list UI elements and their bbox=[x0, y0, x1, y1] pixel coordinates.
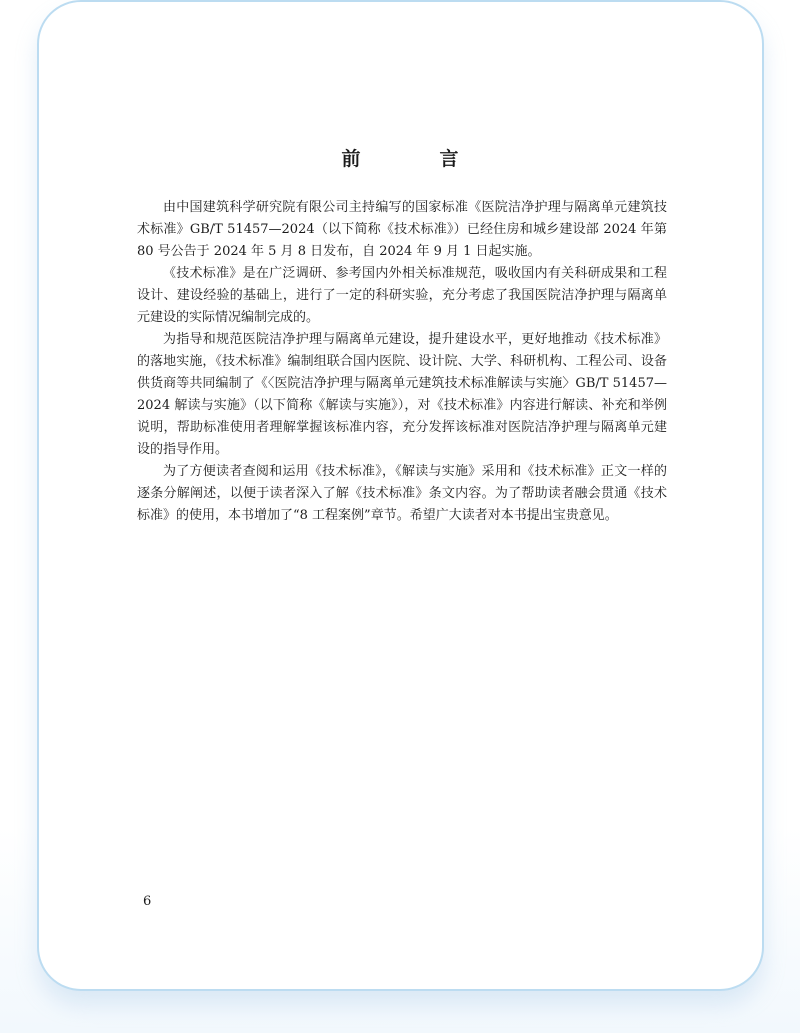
paragraph-4: 为了方便读者查阅和运用《技术标准》，《解读与实施》采用和《技术标准》正文一样的逐条分解阐述，以便于读者深入了解《技术标准》条文内容。为了帮助读者融会贯通《技术标准》的使用，本书增加了“8 工程案例”章节。希望广大读者对本书提出宝贵意见。 bbox=[137, 464, 667, 523]
page-title: 前 言 bbox=[341, 148, 489, 170]
paragraph-1: 由中国建筑科学研究院有限公司主持编写的国家标准《医院洁净护理与隔离单元建筑技术标准》GB/T 51457—2024（以下简称《技术标准》）已经住房和城乡建设部 2024 年第 80 号公告于 2024 年 5 月 8 日发布，自 2024 年 9 月 1 日起实施。 bbox=[137, 200, 667, 259]
preface-body bbox=[137, 197, 667, 527]
paragraph-3: 为指导和规范医院洁净护理与隔离单元建设，提升建设水平，更好地推动《技术标准》的落地实施，《技术标准》编制组联合国内医院、设计院、大学、科研机构、工程公司、设备供货商等共同编制了《〈医院洁净护理与隔离单元建筑技术标准解读与实施〉GB/T 51457—2024 解读与实施》（以下简称《解读与实施》），对《技术标准》内容进行解读、补充和举例说明，帮助标准使用者理解掌握该标准内容，充分发挥该标准对医院洁净护理与隔离单元建设的指导作用。 bbox=[137, 332, 667, 457]
page-number: 6 bbox=[143, 894, 152, 909]
paragraph-2: 《技术标准》是在广泛调研、参考国内外相关标准规范，吸收国内有关科研成果和工程设计、建设经验的基础上，进行了一定的科研实验，充分考虑了我国医院洁净护理与隔离单元建设的实际情况编制完成的。 bbox=[137, 266, 667, 325]
